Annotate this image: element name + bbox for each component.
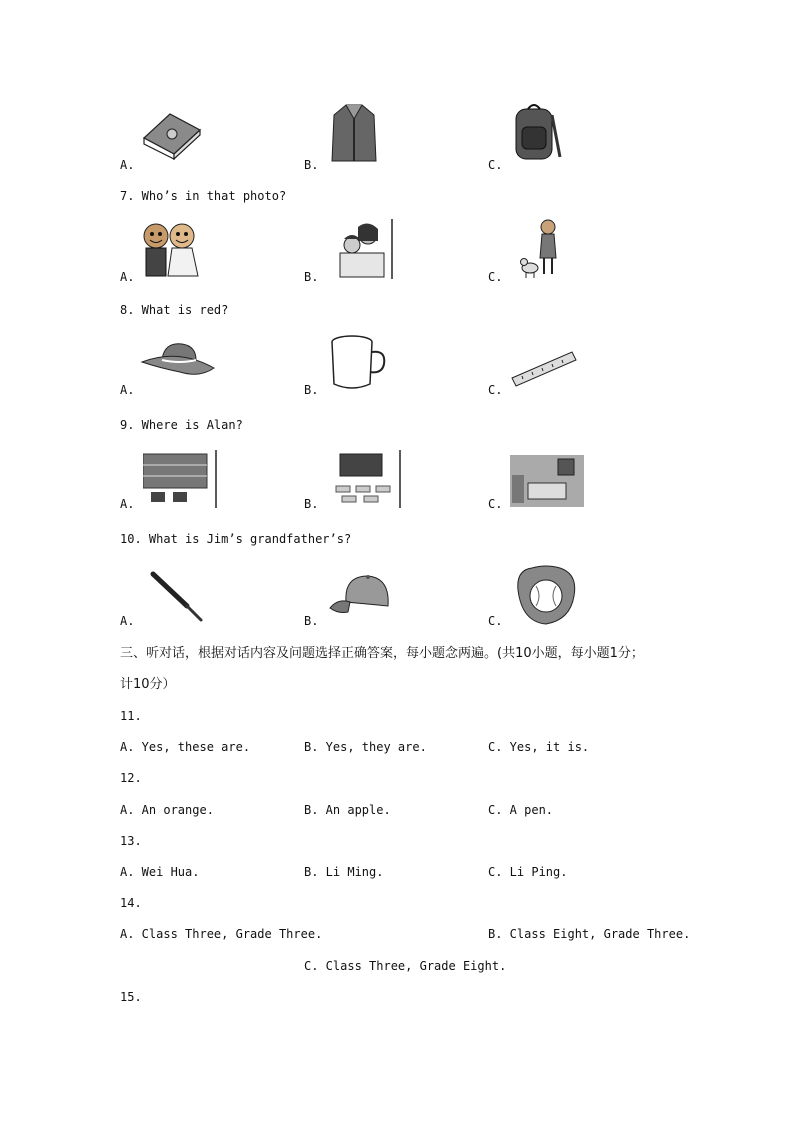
- girl-with-dog-icon[interactable]: [520, 218, 564, 280]
- q7-option-c[interactable]: C.: [488, 270, 503, 284]
- baseball-cap-icon[interactable]: [328, 572, 394, 618]
- q6-option-a[interactable]: A.: [120, 158, 135, 172]
- baseball-bat-icon[interactable]: [147, 568, 207, 624]
- q13-option-c[interactable]: C. Li Ping.: [488, 865, 568, 879]
- q11-option-a[interactable]: A. Yes, these are.: [120, 740, 251, 754]
- q8-question: 8. What is red?: [120, 303, 229, 317]
- q15-number: 15.: [120, 990, 142, 1004]
- q12-option-b[interactable]: B. An apple.: [304, 803, 391, 817]
- q7-option-a[interactable]: A.: [120, 270, 135, 284]
- q11-option-b[interactable]: B. Yes, they are.: [304, 740, 427, 754]
- q11-option-c[interactable]: C. Yes, it is.: [488, 740, 590, 754]
- q6-option-c[interactable]: C.: [488, 158, 503, 172]
- q14-option-b[interactable]: B. Class Eight, Grade Three.: [488, 927, 691, 941]
- coat-icon[interactable]: [330, 103, 378, 163]
- q8-option-a[interactable]: A.: [120, 383, 135, 397]
- q9-option-b[interactable]: B.: [304, 497, 319, 511]
- section-heading-line2: 计10分）: [120, 677, 176, 692]
- q7-option-b[interactable]: B.: [304, 270, 319, 284]
- q8-option-b[interactable]: B.: [304, 383, 319, 397]
- q13-option-b[interactable]: B. Li Ming.: [304, 865, 384, 879]
- q9-option-a[interactable]: A.: [120, 497, 135, 511]
- q8-option-c[interactable]: C.: [488, 383, 503, 397]
- backpack-icon[interactable]: [510, 101, 562, 161]
- wedding-couple-icon[interactable]: [138, 218, 200, 278]
- q12-option-a[interactable]: A. An orange.: [120, 803, 214, 817]
- mug-icon[interactable]: [330, 334, 388, 392]
- section-heading-line1: 三、听对话，根据对话内容及问题选择正确答案，每小题念两遍。(共10小题，每小题1分；: [120, 646, 644, 661]
- q6-option-b[interactable]: B.: [304, 158, 319, 172]
- book-icon[interactable]: [140, 108, 202, 160]
- q10-option-a[interactable]: A.: [120, 614, 135, 628]
- mother-daughter-icon[interactable]: [330, 219, 394, 279]
- hat-icon[interactable]: [140, 338, 216, 382]
- q13-option-a[interactable]: A. Wei Hua.: [120, 865, 200, 879]
- q14-number: 14.: [120, 896, 142, 910]
- q10-question: 10. What is Jim’s grandfather’s?: [120, 532, 352, 546]
- q12-number: 12.: [120, 771, 142, 785]
- q9-option-c[interactable]: C.: [488, 497, 503, 511]
- q14-option-a[interactable]: A. Class Three, Grade Three.: [120, 927, 323, 941]
- baseball-glove-icon[interactable]: [512, 564, 580, 626]
- q13-number: 13.: [120, 834, 142, 848]
- q10-option-b[interactable]: B.: [304, 614, 319, 628]
- q11-number: 11.: [120, 709, 142, 723]
- library-icon[interactable]: [143, 450, 219, 508]
- q12-option-c[interactable]: C. A pen.: [488, 803, 554, 817]
- q14-option-c[interactable]: C. Class Three, Grade Eight.: [304, 959, 507, 973]
- bedroom-icon[interactable]: [510, 455, 584, 507]
- q7-question: 7. Who’s in that photo?: [120, 189, 287, 203]
- classroom-icon[interactable]: [330, 450, 402, 508]
- ruler-icon[interactable]: [510, 350, 578, 388]
- q10-option-c[interactable]: C.: [488, 614, 503, 628]
- q9-question: 9. Where is Alan?: [120, 418, 243, 432]
